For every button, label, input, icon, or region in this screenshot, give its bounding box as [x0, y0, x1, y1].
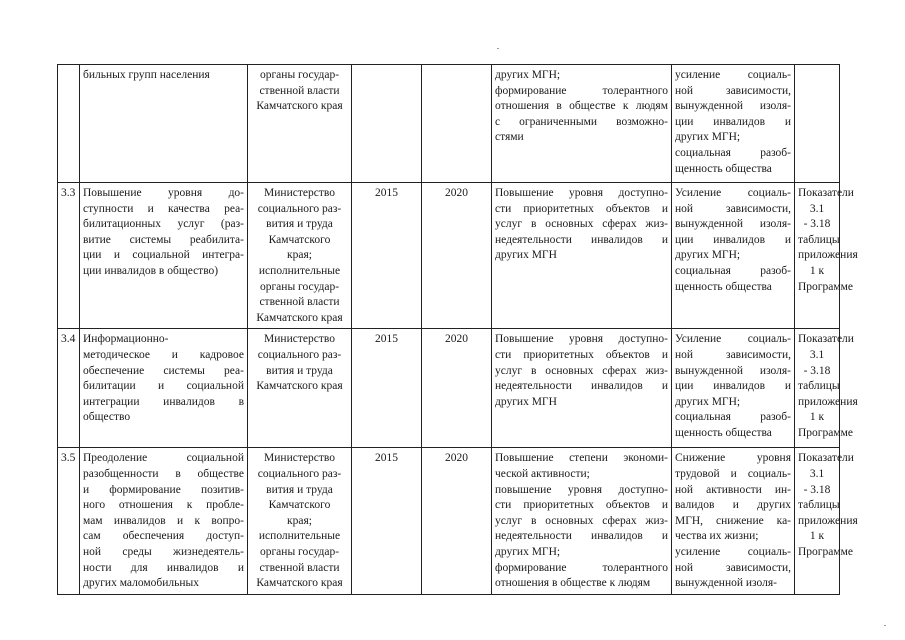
cell-text: 2015: [375, 333, 398, 346]
cell-line: Показатели 3.1: [798, 333, 857, 361]
cell-line: ции и социальной интегра-: [83, 249, 244, 262]
cell-line: стями: [495, 131, 524, 144]
cell-consequences: [672, 65, 795, 183]
cell-line: сти приоритетных объектов и: [495, 202, 668, 215]
cell-line: вынужденной изоля-: [675, 364, 791, 377]
cell-line: Камчатского края: [256, 380, 343, 393]
table-row: [58, 329, 840, 448]
cell-line: щенность общества: [675, 426, 772, 439]
cell-line: формирование толерантного: [495, 84, 668, 97]
cell-indicators: [795, 448, 861, 594]
cell-line: с ограниченными возможно-: [495, 115, 668, 128]
cell-line: ной зависимости,: [675, 84, 791, 97]
cell-line: приложения 1 к: [798, 395, 861, 424]
table-row: [58, 183, 840, 329]
cell-line: ной зависимости,: [675, 202, 791, 215]
cell-executor: [248, 183, 352, 329]
cell-line: отношения в обществе к людям: [495, 100, 668, 113]
cell-line: других МГН;: [495, 69, 561, 81]
cell-line: ственной власти: [259, 296, 340, 309]
cell-executor: [248, 329, 352, 448]
program-measures-table: [57, 64, 861, 595]
cell-expected-result: [492, 329, 672, 448]
cell-line: ности для инвалидов и: [83, 561, 244, 574]
cell-executor: [248, 448, 352, 594]
cell-line: услуг в основных сферах жиз-: [495, 218, 668, 231]
cell-line: и формирование позитив-: [83, 483, 244, 496]
scan-speck: [497, 48, 499, 49]
cell-expected-result: [492, 65, 672, 183]
cell-line: вития и труда: [266, 218, 333, 231]
cell-line: сам обеспечения доступ-: [83, 530, 244, 543]
cell-line: ции инвалидов в общество): [83, 264, 219, 277]
cell-line: ного отношения к пробле-: [83, 499, 244, 512]
cell-indicators: [795, 183, 861, 329]
cell-end-year: [422, 329, 492, 448]
cell-line: Камчатского края: [256, 577, 343, 590]
table-row: [58, 448, 840, 594]
cell-line: ной зависимости,: [675, 561, 791, 574]
cell-line: органы государ-: [259, 545, 340, 558]
cell-line: отношения в обществе к людям: [495, 577, 651, 590]
cell-number: [58, 65, 80, 183]
cell-line: Камчатского: [268, 499, 331, 512]
cell-text: 2020: [445, 333, 468, 346]
cell-line: МГН, снижение ка-: [675, 514, 791, 527]
cell-text: 2020: [445, 187, 468, 199]
cell-line: Министерство: [264, 333, 335, 346]
cell-line: других МГН;: [675, 249, 741, 262]
cell-start-year: [352, 183, 422, 329]
cell-line: других МГН: [495, 395, 557, 408]
cell-line: Усиление социаль-: [675, 333, 791, 346]
cell-line: других МГН;: [495, 545, 561, 558]
cell-line: - 3.18 таблицы: [798, 483, 840, 512]
cell-line: Снижение уровня: [675, 452, 791, 465]
scan-speck: [884, 625, 886, 626]
cell-line: недеятельности инвалидов и: [495, 380, 668, 393]
cell-line: Министерство: [264, 187, 335, 199]
cell-line: чества их жизни;: [675, 530, 759, 543]
cell-line: услуг в основных сферах жиз-: [495, 364, 668, 377]
cell-consequences: [672, 448, 795, 594]
cell-line: социального раз-: [257, 467, 342, 480]
cell-text: 2015: [375, 187, 398, 199]
cell-consequences: [672, 183, 795, 329]
cell-line: сти приоритетных объектов и: [495, 348, 668, 361]
cell-line: исполнительные: [258, 530, 341, 543]
cell-line: Повышение уровня доступно-: [495, 187, 668, 199]
cell-line: социальная разоб-: [675, 264, 791, 277]
cell-line: вынужденной изоля-: [675, 218, 791, 231]
cell-line: Преодоление социальной: [83, 452, 244, 465]
cell-expected-result: [492, 183, 672, 329]
cell-line: сти приоритетных объектов и: [495, 499, 668, 512]
cell-line: усиление социаль-: [675, 545, 791, 558]
cell-line: Программе: [798, 426, 854, 439]
cell-line: приложения 1 к: [798, 514, 861, 543]
cell-line: края;: [287, 514, 312, 527]
cell-line: ции инвалидов и: [675, 233, 791, 246]
cell-line: ственной власти: [259, 561, 340, 574]
cell-end-year: [422, 65, 492, 183]
cell-start-year: [352, 65, 422, 183]
cell-number: [58, 329, 80, 448]
cell-line: вития и труда: [266, 364, 333, 377]
cell-line: Программе: [798, 280, 854, 293]
cell-line: интеграции инвалидов в: [83, 395, 244, 408]
cell-line: вития и труда: [266, 483, 333, 496]
cell-executor: [248, 65, 352, 183]
cell-line: Показатели 3.1: [798, 187, 857, 215]
cell-indicators: [795, 65, 840, 183]
cell-end-year: [422, 448, 492, 594]
cell-line: - 3.18 таблицы: [798, 364, 840, 393]
cell-line: края;: [287, 249, 312, 262]
cell-line: Усиление социаль-: [675, 187, 791, 199]
cell-expected-result: [492, 448, 672, 594]
cell-line: валидов и других: [675, 499, 791, 512]
cell-line: ции инвалидов и: [675, 115, 791, 128]
cell-line: органы государ-: [259, 280, 340, 293]
cell-line: ственной власти: [259, 84, 340, 97]
cell-line: социальная разоб-: [675, 411, 791, 424]
cell-line: услуг в основных сферах жиз-: [495, 514, 668, 527]
cell-line: других МГН;: [675, 395, 741, 408]
cell-start-year: [352, 448, 422, 594]
table-row: [58, 65, 840, 183]
cell-line: разобщенности в обществе: [83, 467, 244, 480]
cell-line: щенность общества: [675, 280, 772, 293]
cell-measure-name: [80, 65, 248, 183]
cell-number: [58, 448, 80, 594]
cell-text: 3.3: [61, 187, 76, 199]
cell-line: Повышение уровня до-: [83, 187, 244, 199]
cell-line: Камчатского края: [256, 311, 343, 324]
cell-line: трудовой и социаль-: [675, 467, 791, 480]
cell-line: органы государ-: [259, 69, 340, 81]
cell-measure-name: [80, 329, 248, 448]
cell-line: ной активности ин-: [675, 483, 791, 496]
cell-measure-name: [80, 183, 248, 329]
cell-line: ции инвалидов и: [675, 380, 791, 393]
cell-line: социальная разоб-: [675, 146, 791, 159]
cell-measure-name: [80, 448, 248, 594]
cell-line: щенность общества: [675, 162, 772, 175]
cell-line: Повышение уровня доступно-: [495, 333, 668, 346]
cell-line: методическое и кадровое: [83, 348, 244, 361]
cell-indicators: [795, 329, 861, 448]
cell-line: ступности и качества реа-: [83, 202, 244, 215]
cell-line: вынужденной изоля-: [675, 577, 777, 590]
cell-line: Программе: [798, 545, 854, 558]
cell-line: ческой активности;: [495, 467, 590, 480]
cell-line: усиление социаль-: [675, 69, 791, 81]
cell-line: билитации и социальной: [83, 380, 244, 393]
cell-consequences: [672, 329, 795, 448]
cell-line: вынужденной изоля-: [675, 100, 791, 113]
cell-text: 2020: [445, 452, 468, 465]
cell-line: исполнительные: [258, 264, 341, 277]
cell-line: - 3.18 таблицы: [798, 218, 840, 246]
cell-line: формирование толерантного: [495, 561, 668, 574]
cell-line: Министерство: [264, 452, 335, 465]
cell-line: других маломобильных: [83, 577, 200, 590]
cell-line: витие системы реабилита-: [83, 233, 244, 246]
cell-line: недеятельности инвалидов и: [495, 233, 668, 246]
cell-line: Камчатского края: [256, 100, 343, 113]
cell-number: [58, 183, 80, 329]
cell-line: приложения 1 к: [798, 249, 861, 277]
cell-line: ной среды жизнедеятель-: [83, 545, 244, 558]
cell-line: Информационно-: [83, 333, 169, 346]
cell-line: Повышение степени экономи-: [495, 452, 668, 465]
cell-start-year: [352, 329, 422, 448]
cell-line: Показатели 3.1: [798, 452, 857, 480]
cell-line: недеятельности инвалидов и: [495, 530, 668, 543]
cell-text: 3.4: [61, 333, 76, 346]
cell-line: других МГН: [495, 249, 557, 262]
cell-text: 3.5: [61, 452, 76, 465]
cell-end-year: [422, 183, 492, 329]
cell-text: 2015: [375, 452, 398, 465]
cell-line: бильных групп населения: [83, 69, 210, 81]
cell-line: других МГН;: [675, 131, 741, 144]
cell-line: обеспечение системы реа-: [83, 364, 244, 377]
cell-line: социального раз-: [257, 348, 342, 361]
cell-line: мам инвалидов и к вопро-: [83, 514, 244, 527]
cell-line: общество: [83, 411, 131, 424]
cell-line: билитационных услуг (раз-: [83, 218, 244, 231]
cell-line: социального раз-: [257, 202, 342, 215]
cell-line: ной зависимости,: [675, 348, 791, 361]
cell-line: Камчатского: [268, 233, 331, 246]
cell-line: повышение уровня доступно-: [495, 483, 668, 496]
